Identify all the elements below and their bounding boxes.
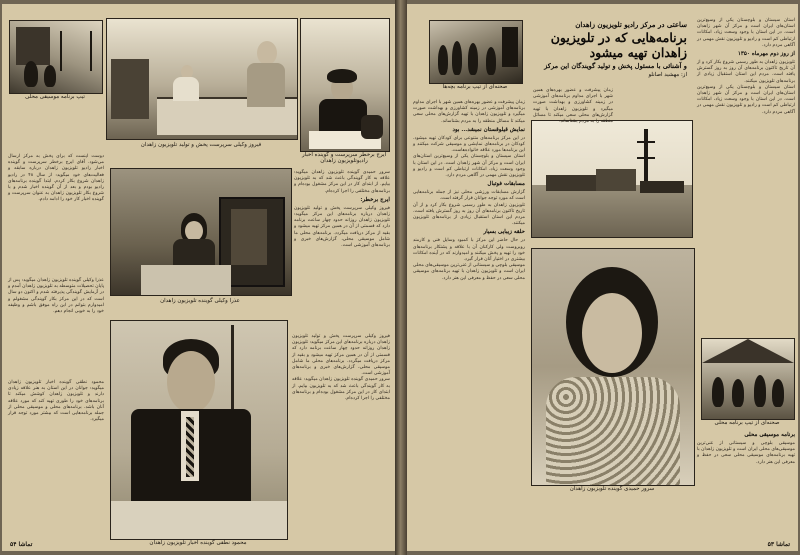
caption-childrens-program: صحنه‌ای از تیپ برنامه بچه‌ها — [442, 84, 508, 90]
text-column-center-top: سرور حمیدی گوینده تلویزیون زاهدان میگوید: علاقه به کار گویندگی باعث شد که به تلویزیون بیایم. از ابتدای کار در این مرکز مشغول بوده‌ام و برنامه‌های مختلفی را اجرا کرده‌ام. ایرج برخطر: فیروز وکیلی سرپرست پخش و تولید تلویزیون زاهدان درباره برنامه‌های این مرکز میگوید: تلویزیون زاهدان روزانه حدود چهار ساعت برنامه دارد که قسمتی از آن در همین مرکز تهیه میشود و بقیه از مرکز دریافت میگردد. برنامه‌های محلی ما شامل موسیقی محلی، گزارش‌های خبری و برنامه‌های آموزشی است. — [294, 170, 390, 249]
page-number-left: ۵۴ تماشا — [10, 541, 33, 548]
caption-irag-barkhatar-line1: ایرج برخطر سرپرست و گوینده اخبار رادیوتلویزیون زاهدان — [301, 152, 387, 164]
caption-production-office: فیروز وکیلی سرپرست پخش و تولید تلویزیون زاهدان — [140, 142, 262, 148]
article-byline: از: مهشید اصانلو — [648, 72, 687, 78]
page-gutter — [395, 0, 407, 555]
article-title-line1: برنامه‌هایی که در تلویزیون — [550, 30, 687, 45]
article-deck: و آشنائی با مسئول پخش و تولید گویندگان این مرکز — [544, 62, 687, 70]
photo-folk-music-crew — [9, 20, 103, 94]
caption-folk-music-crew: تیپ برنامه موسیقی محلی — [25, 94, 85, 100]
text-column-center-bottom: فیروز وکیلی سرپرست پخش و تولید تلویزیون زاهدان درباره برنامه‌های این مرکز میگوید: تلویزیون زاهدان روزانه حدود چهار ساعت برنامه دارد که قسمتی از آن در همین مرکز تهیه میشود و بقیه از مرکز دریافت میگردد. برنامه‌های محلی ما شامل موسیقی محلی، گزارش‌های خبری و برنامه‌های آموزشی است. سرور حمیدی گوینده تلویزیون زاهدان میگوید: علاقه به کار گویندگی باعث شد که به تلویزیون بیایم. از ابتدای کار در این مرکز مشغول بوده‌ام و برنامه‌های مختلفی را اجرا کرده‌ام. — [292, 334, 390, 402]
text-column-left-top: دوست اینست که برای پخش به مرکز ارسال می‌شود. آقای ایرج برخطر سرپرست و گوینده اخبار رادیو تلویزیون زاهدان درباره سابقه و فعالیت‌های خود میگوید: از سال ۴۸ در رادیو زاهدان شروع بکار کردم. ابتدا گوینده برنامه‌های رادیو بودم و بعد از آن گوینده اخبار شدم و با شروع بکار تلویزیون زاهدان به عنوان سرپرست و گوینده اخبار کار خود را ادامه دادم. — [8, 154, 104, 203]
caption-local-program: صحنه‌ای از تیپ برنامه محلی — [714, 420, 780, 426]
text-column-left-middle: عذرا وکیلی گوینده تلویزیون زاهدان میگوید: پس از پایان تحصیلات متوسطه به تلویزیون زاهدان آمدم و در آزمایش گویندگی پذیرفته شدم و اکنون دو سال است که در این مرکز بکار گویندگی مشغولم و امیدوارم بتوانم در این راه موفق باشم و وظیفه خود را به خوبی انجام دهم. — [8, 278, 104, 315]
photo-production-office — [106, 18, 298, 140]
photo-azra-vakili — [110, 168, 292, 296]
photo-mahmoud-notghi — [110, 320, 288, 540]
article-title-line2: زاهدان تهیه میشود — [589, 45, 687, 60]
caption-soror-hamidi: سرور حمیدی گوینده تلویزیون زاهدان — [569, 486, 655, 492]
caption-azra-vakili: عذرا وکیلی گوینده تلویزیون زاهدان — [160, 298, 240, 304]
photo-soror-hamidi — [531, 248, 695, 486]
photo-childrens-program — [429, 20, 523, 84]
photo-local-program — [701, 338, 795, 420]
text-column-far-right: استان سیستان و بلوچستان یکی از وسیع‌ترین استان‌های ایران است و مرکز آن شهر زاهدان است. در این استان با وجود وسعت زیاد، امکانات ارتباطی کم است و رادیو و تلویزیون نقش مهمی در آگاهی مردم دارد. از روز دوم مهرماه ۱۳۵۰ تلویزیون زاهدان به طور رسمی شروع بکار کرد و از آن تاریخ تاکنون برنامه‌های آن روز به روز گسترش یافته است. مردم این استان استقبال زیادی از برنامه‌های تلویزیون میکنند. استان سیستان و بلوچستان یکی از وسیع‌ترین استان‌های ایران است و مرکز آن شهر زاهدان است. در این استان با وجود وسعت زیاد، امکانات ارتباطی کم است و رادیو و تلویزیون نقش مهمی در آگاهی مردم دارد. — [697, 18, 795, 115]
right-page — [407, 4, 798, 551]
text-column-middle: زمان پیشرفت و عضور بهره‌های همین شهر با اجرای مداوم برنامه‌های آموزشی در زمینه کشاورزی و بهداشت صورت میگیرد و تلویزیون زاهدان با تهیه گزارش‌های محلی سعی میکند تا مسائل منطقه را به مردم بشناساند. — [533, 88, 613, 125]
text-column-middle-long: زمان پیشرفت و عضور بهره‌های همین شهر با اجرای مداوم برنامه‌های آموزشی در زمینه کشاورزی و بهداشت صورت میگیرد و تلویزیون زاهدان با تهیه گزارش‌های محلی سعی میکند تا مسائل منطقه را به مردم بشناساند. نمایش قیلوقستان نمیشد... بود در این مرکز برنامه‌های متنوعی برای کودکان تهیه میشود. کودکان در برنامه‌های نمایشی و موسیقی شرکت میکنند و این برنامه‌ها مورد علاقه خانواده‌هاست. استان سیستان و بلوچستان یکی از وسیع‌ترین استان‌های ایران است و مرکز آن شهر زاهدان است. در این استان با وجود وسعت زیاد، امکانات ارتباطی کم است و رادیو و تلویزیون نقش مهمی در آگاهی مردم دارد. مسابقات فوتبال گزارش مسابقات ورزشی محلی نیز از جمله برنامه‌هایی است که مورد توجه جوانان قرار گرفته است. تلویزیون زاهدان به طور رسمی شروع بکار کرد و از آن تاریخ تاکنون برنامه‌های آن روز به روز گسترش یافته است. مردم این استان استقبال زیادی از برنامه‌های تلویزیون میکنند. حلقه زیبایی بسیار در حال حاضر این مرکز با کمبود وسایل فنی و کارمند روبروست ولی کارکنان آن با علاقه و پشتکار برنامه‌های خود را تهیه و پخش میکنند و امیدوارند که در آینده امکانات بیشتری در اختیار آنان قرار گیرد. موسیقی بلوچی و سیستانی از غنی‌ترین موسیقی‌های محلی ایران است و تلویزیون زاهدان با تهیه برنامه‌های موسیقی محلی سعی در حفظ و معرفی این هنر دارد. — [413, 100, 525, 281]
article-kicker: ساعتی در مرکز رادیو تلویزیون زاهدان — [575, 20, 687, 29]
left-page — [2, 4, 395, 551]
photo-tv-station-building — [531, 120, 693, 238]
photo-irag-barkhatar — [300, 18, 390, 152]
text-column-far-right-bottom: برنامه موسیقی محلی موسیقی بلوچی و سیستانی از غنی‌ترین موسیقی‌های محلی ایران است و تلویزیون زاهدان با تهیه برنامه‌های موسیقی محلی سعی در حفظ و معرفی این هنر دارد. — [697, 432, 795, 465]
text-column-left-bottom: محمود نطقی گوینده اخبار تلویزیون زاهدان میگوید: جوانان در این استان به هنر علاقه زیادی دارند و تلویزیون زاهدان کوشش میکند تا برنامه‌های خود را طوری تهیه کند که مورد علاقه آنان باشد. برنامه‌های محلی و موسیقی محلی از جمله برنامه‌هایی است که بیشتر مورد توجه قرار میگیرد. — [8, 380, 104, 423]
page-number-right: ۵۳ تماشا — [767, 541, 790, 548]
caption-mahmoud-notghi: محمود نطقی گوینده اخبار تلویزیون زاهدان — [149, 540, 247, 546]
